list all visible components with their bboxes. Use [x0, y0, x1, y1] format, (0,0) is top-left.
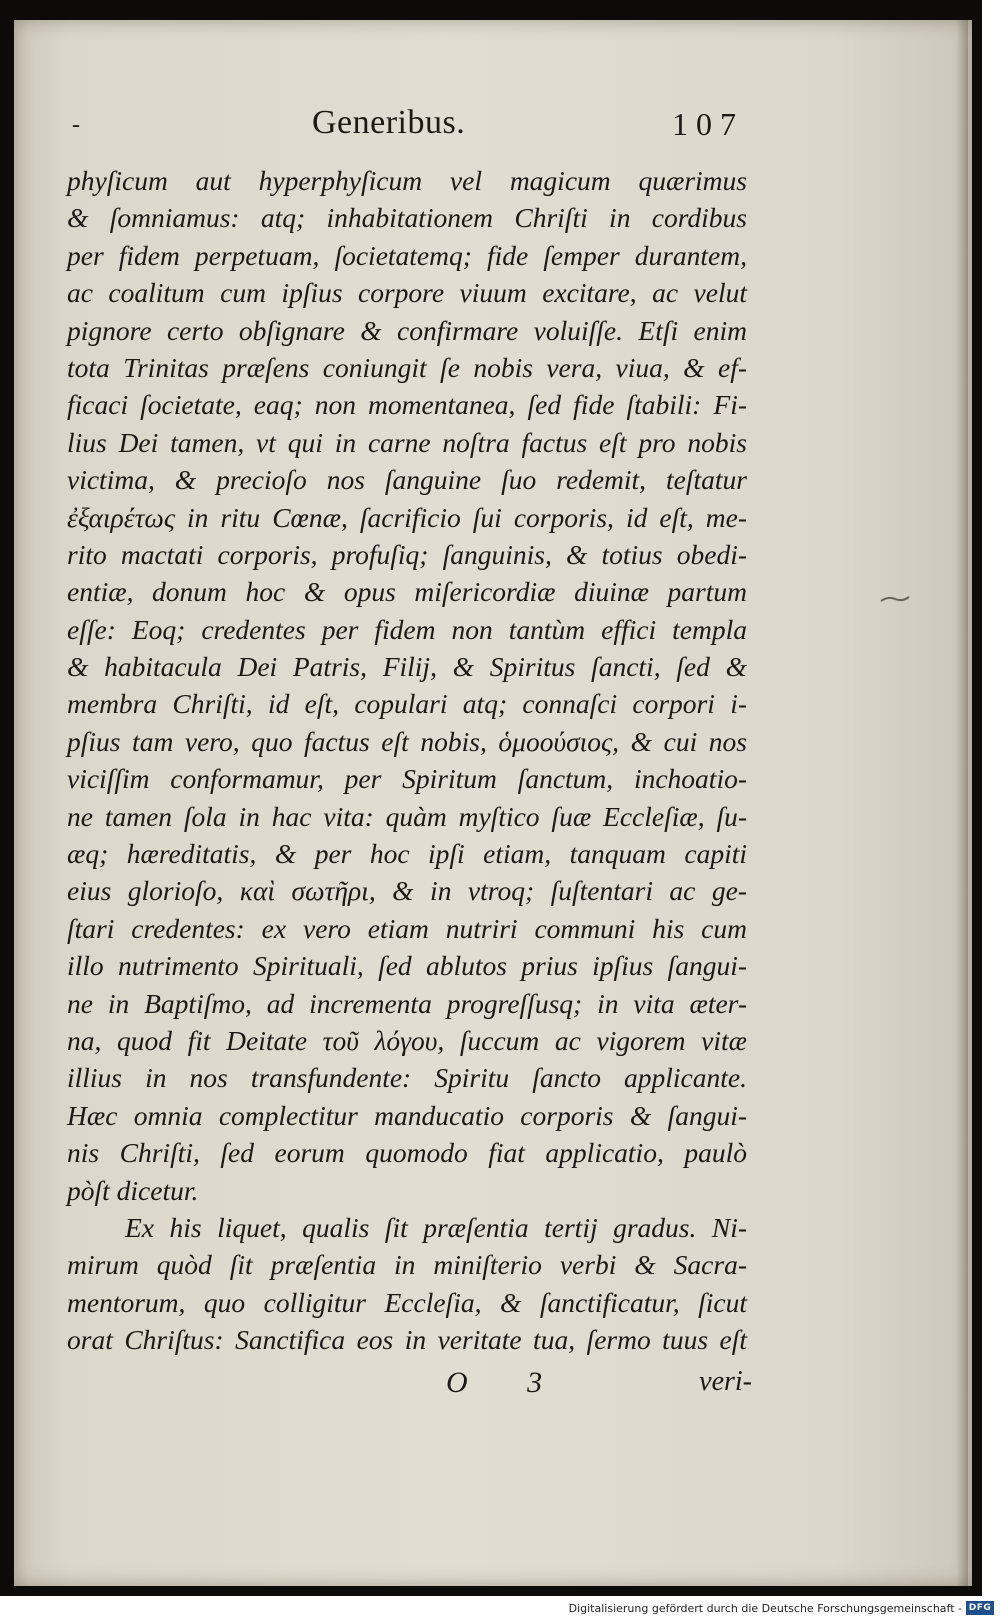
text-line: illo nutrimento Spirituali, ſed ablutos prius ipſius ſangui-	[67, 950, 747, 982]
text-line: nis Chriſti, ſed eorum quomodo fiat applicatio, paulò	[67, 1137, 747, 1169]
book-page	[14, 20, 972, 1586]
text-line: & ſomniamus: atq; inhabitationem Chriſti in cordibus	[67, 202, 747, 234]
running-head: Generibus.	[312, 104, 466, 141]
text-line: ne in Baptiſmo, ad incrementa progreſſusq; in vita æter-	[67, 987, 747, 1019]
text-line: illius in nos transfundente: Spiritu ſancto applicante.	[67, 1062, 747, 1094]
text-line: pignore certo obſignare & confirmare voluiſſe. Etſi enim	[67, 314, 747, 346]
ink-smudge-mark	[880, 594, 910, 604]
text-line: orat Chriſtus: Sanctifica eos in veritate tua, ſermo tuus eſt	[67, 1324, 747, 1356]
text-line: mentorum, quo colligitur Eccleſia, & ſanctificatur, ſicut	[67, 1286, 747, 1318]
text-line: æq; hæreditatis, & per hoc ipſi etiam, tanquam capiti	[67, 838, 747, 870]
header-dash: -	[72, 112, 80, 138]
digitization-credit-bar	[0, 1596, 1000, 1622]
text-line: victima, & precioſo nos ſanguine ſuo redemit, teſtatur	[67, 464, 747, 496]
text-line: ac coalitum cum ipſius corpore viuum excitare, ac velut	[67, 277, 747, 309]
page-header	[54, 104, 744, 152]
text-line: mirum quòd ſit præſentia in miniſterio verbi & Sacra-	[67, 1249, 747, 1281]
text-line: viciſſim conformamur, per Spiritum ſanctum, inchoatio-	[67, 763, 747, 795]
text-line: tota Trinitas præſens coniungit ſe nobis vera, viua, & ef-	[67, 351, 747, 383]
catchword: veri-	[699, 1366, 752, 1397]
text-line: ficaci ſocietate, eaq; non momentanea, ſed fide ſtabili: Fi-	[67, 389, 747, 421]
page-edge-shadow	[956, 20, 968, 1586]
text-line: & habitacula Dei Patris, Filij, & Spiritus ſancti, ſed &	[67, 651, 747, 683]
credit-text: Digitalisierung gefördert durch die Deutsche Forschungsgemeinschaft -	[568, 1602, 962, 1615]
body-text	[67, 162, 747, 1359]
page-footer	[54, 1366, 754, 1406]
text-line: phyſicum aut hyperphyſicum vel magicum quærimus	[67, 165, 747, 196]
page-number: 107	[672, 106, 744, 142]
text-line: ſtari credentes: ex vero etiam nutriri communi his cum	[67, 912, 747, 944]
text-line: na, quod fit Deitate τοῦ λόγου, ſuccum ac vigorem vitæ	[67, 1024, 747, 1056]
text-line: entiæ, donum hoc & opus miſericordiæ diuinæ partum	[67, 576, 747, 608]
dfg-logo: DFG	[966, 1601, 994, 1615]
text-line: ἐξαιρέτως in ritu Cœnæ, ſacrificio ſui corporis, id eſt, me-	[67, 501, 747, 533]
text-line: pòſt dicetur.	[67, 1174, 199, 1206]
text-line: rito mactati corporis, profuſiq; ſanguinis, & totius obedi-	[67, 538, 747, 570]
paragraph-start-line: Ex his liquet, qualis ſit præſentia tertij gradus. Ni-	[125, 1211, 747, 1243]
signature-mark: O 3	[446, 1366, 569, 1399]
text-line: pſius tam vero, quo factus eſt nobis, ὁμοούσιος, & cui nos	[67, 725, 747, 757]
text-line: eius glorioſo, καὶ σωτῆρι, & in vtroq; ſuſtentari ac ge-	[67, 875, 747, 907]
text-line: membra Chriſti, id eſt, copulari atq; connaſci corpori i-	[67, 688, 747, 720]
text-line: lius Dei tamen, vt qui in carne noſtra factus eſt pro nobis	[67, 426, 747, 458]
text-line: ne tamen ſola in hac vita: quàm myſtico ſuæ Eccleſiæ, ſu-	[67, 800, 747, 832]
text-line: eſſe: Eoq; credentes per fidem non tantùm effici templa	[67, 613, 747, 645]
text-line: Hæc omnia complectitur manducatio corporis & ſangui-	[67, 1099, 747, 1131]
text-line: per fidem perpetuam, ſocietatemq; fide ſemper durantem,	[67, 239, 747, 271]
